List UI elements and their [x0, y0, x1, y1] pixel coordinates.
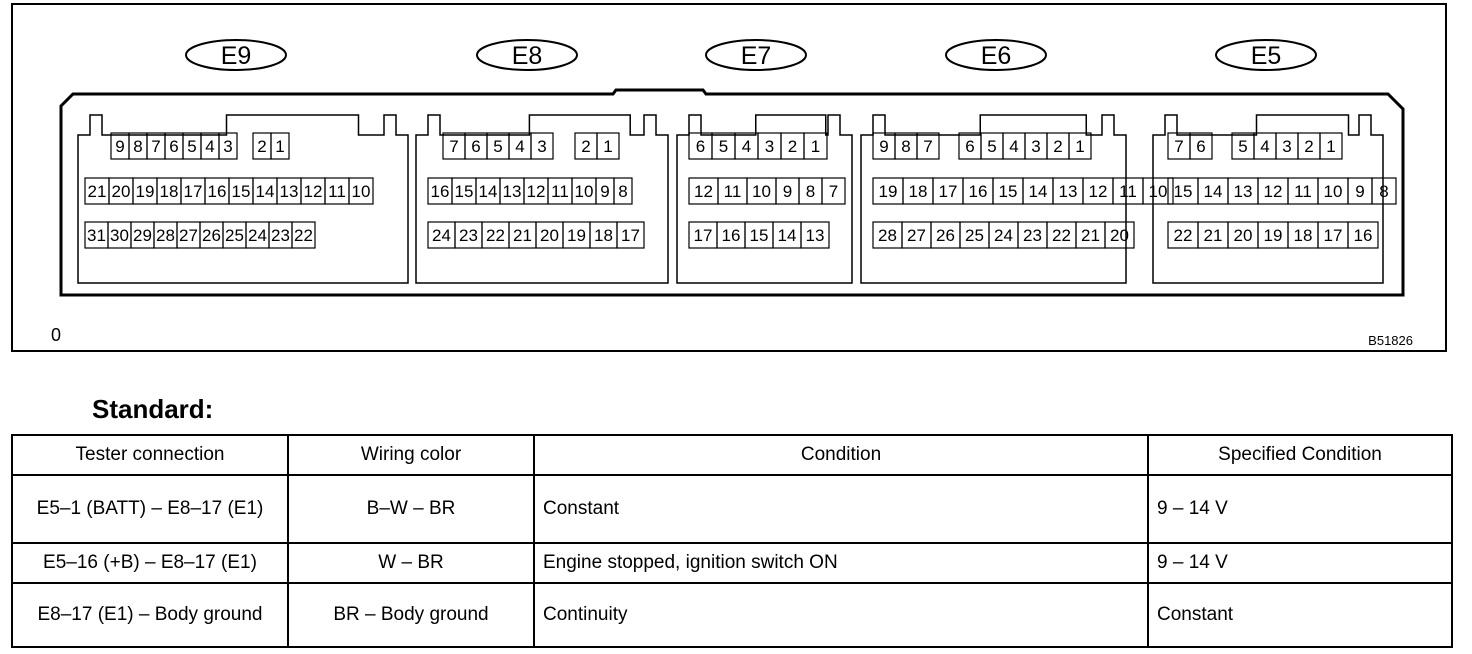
pin-number: 8	[618, 182, 628, 201]
pin-number: 4	[741, 137, 752, 156]
pin-number: 21	[513, 226, 532, 245]
connector-e9	[78, 40, 408, 283]
pin-number: 17	[621, 226, 640, 245]
pin-number: 16	[1353, 226, 1373, 245]
pin-number: 3	[223, 137, 233, 156]
pin-number: 18	[1293, 226, 1313, 245]
pin-number: 12	[1263, 182, 1283, 201]
pin-number: 9	[879, 137, 889, 156]
pin-number: 10	[574, 182, 594, 201]
pin-number: 16	[430, 182, 450, 201]
header-specified-condition: Specified Condition	[1148, 435, 1452, 475]
left-mark: 0	[51, 325, 62, 345]
cell-wiring-color: B–W – BR	[288, 475, 534, 543]
pin-number: 19	[135, 182, 155, 201]
pin-number: 3	[1282, 137, 1292, 156]
pin-number: 6	[695, 137, 706, 156]
pin-number: 17	[183, 182, 203, 201]
pin-number: 30	[110, 226, 129, 245]
pin-number: 4	[1260, 137, 1270, 156]
pin-number: 22	[1052, 226, 1071, 245]
pin-number: 22	[294, 226, 313, 245]
table-row	[12, 543, 1452, 583]
pin-number: 2	[257, 137, 267, 156]
pin-number: 28	[156, 226, 175, 245]
pin-number: 31	[87, 226, 106, 245]
cell-specified-condition: 9 – 14 V	[1148, 475, 1452, 543]
pin-number: 23	[271, 226, 290, 245]
pin-number: 8	[1379, 182, 1389, 201]
pin-number: 27	[179, 226, 198, 245]
pin-number: 18	[908, 182, 928, 201]
pin-number: 11	[1119, 182, 1137, 201]
pin-number: 29	[133, 226, 152, 245]
pin-number: 7	[449, 137, 459, 156]
pin-number: 6	[965, 137, 975, 156]
pin-number: 13	[502, 182, 522, 201]
pin-number: 24	[432, 226, 451, 245]
cell-condition: Constant	[534, 475, 1148, 543]
connector-e8	[416, 40, 668, 283]
connector-label: E8	[511, 42, 543, 70]
pin-number: 27	[907, 226, 926, 245]
pin-number: 28	[878, 226, 897, 245]
pin-number: 22	[486, 226, 505, 245]
connector-e7	[677, 40, 852, 283]
pin-number: 12	[526, 182, 546, 201]
pin-number: 24	[248, 226, 267, 245]
pin-number: 12	[694, 182, 713, 201]
pin-number: 1	[603, 137, 613, 156]
pin-number: 7	[151, 137, 161, 156]
pin-number: 13	[805, 226, 825, 245]
cell-wiring-color: W – BR	[288, 543, 534, 583]
pin-number: 17	[938, 182, 958, 201]
pin-number: 19	[878, 182, 898, 201]
pin-number: 14	[777, 226, 797, 245]
pin-number: 1	[810, 137, 821, 156]
header-condition: Condition	[534, 435, 1148, 475]
pin-number: 10	[1148, 182, 1168, 201]
pin-number: 4	[1009, 137, 1019, 156]
pin-number: 7	[1174, 137, 1184, 156]
cell-tester-connection: E8–17 (E1) – Body ground	[12, 583, 288, 647]
pin-number: 13	[279, 182, 299, 201]
pin-number: 4	[205, 137, 215, 156]
connector-diagram-svg	[13, 5, 1445, 350]
pin-number: 1	[1075, 137, 1085, 156]
pin-number: 16	[207, 182, 227, 201]
table-row	[12, 583, 1452, 647]
connector-label: E7	[740, 42, 772, 70]
pin-number: 11	[551, 182, 569, 201]
pin-number: 20	[1233, 226, 1253, 245]
pin-number: 10	[351, 182, 371, 201]
pin-number: 12	[1088, 182, 1108, 201]
pin-number: 17	[1323, 226, 1343, 245]
pin-number: 23	[1023, 226, 1042, 245]
table-row	[12, 475, 1452, 543]
pin-number: 9	[782, 182, 793, 201]
pin-number: 14	[1028, 182, 1048, 201]
pin-number: 26	[936, 226, 955, 245]
connector-e6	[861, 40, 1173, 283]
pin-number: 14	[1203, 182, 1223, 201]
pin-number: 23	[459, 226, 478, 245]
pin-number: 1	[275, 137, 285, 156]
pin-number: 16	[721, 226, 741, 245]
pin-number: 15	[231, 182, 251, 201]
pin-number: 5	[187, 137, 197, 156]
pin-number: 20	[540, 226, 559, 245]
pin-number: 26	[202, 226, 221, 245]
pin-number: 1	[1326, 137, 1336, 156]
pin-number: 7	[923, 137, 933, 156]
pin-number: 15	[1173, 182, 1193, 201]
pin-number: 7	[828, 182, 839, 201]
pin-number: 15	[749, 226, 769, 245]
pin-number: 21	[1081, 226, 1100, 245]
pin-number: 5	[493, 137, 503, 156]
connector-label: E5	[1250, 42, 1282, 70]
pin-number: 22	[1173, 226, 1193, 245]
cell-condition: Continuity	[534, 583, 1148, 647]
standard-heading: Standard:	[92, 394, 214, 424]
pin-number: 17	[693, 226, 713, 245]
pin-number: 5	[987, 137, 997, 156]
pin-number: 8	[805, 182, 816, 201]
pin-number: 3	[1031, 137, 1041, 156]
pin-number: 13	[1233, 182, 1253, 201]
pin-number: 6	[169, 137, 179, 156]
pin-number: 9	[600, 182, 610, 201]
connector-label: E6	[980, 42, 1012, 70]
cell-specified-condition: Constant	[1148, 583, 1452, 647]
pin-number: 10	[1323, 182, 1343, 201]
pin-number: 14	[478, 182, 498, 201]
pin-number: 3	[764, 137, 775, 156]
pin-number: 25	[225, 226, 244, 245]
pin-number: 24	[994, 226, 1013, 245]
pin-number: 2	[787, 137, 798, 156]
pin-number: 9	[1355, 182, 1365, 201]
pin-number: 2	[1304, 137, 1314, 156]
pin-number: 2	[581, 137, 591, 156]
pin-number: 11	[723, 182, 742, 201]
pin-number: 15	[454, 182, 474, 201]
cell-tester-connection: E5–1 (BATT) – E8–17 (E1)	[12, 475, 288, 543]
spec-table	[11, 434, 1453, 648]
pin-number: 14	[255, 182, 275, 201]
pin-number: 11	[328, 182, 346, 201]
pin-number: 18	[159, 182, 179, 201]
figure-id: B51826	[1368, 333, 1413, 348]
pin-number: 9	[115, 137, 125, 156]
connector-diagram	[11, 3, 1447, 352]
pin-number: 20	[111, 182, 131, 201]
pin-number: 12	[303, 182, 323, 201]
cell-condition: Engine stopped, ignition switch ON	[534, 543, 1148, 583]
pin-number: 4	[515, 137, 525, 156]
pin-number: 19	[567, 226, 586, 245]
pin-number: 20	[1110, 226, 1129, 245]
pin-number: 5	[718, 137, 729, 156]
pin-number: 6	[471, 137, 481, 156]
pin-number: 2	[1053, 137, 1063, 156]
cell-specified-condition: 9 – 14 V	[1148, 543, 1452, 583]
pin-number: 19	[1263, 226, 1283, 245]
pin-number: 21	[87, 182, 107, 201]
connector-label: E9	[220, 42, 252, 70]
pin-number: 15	[998, 182, 1018, 201]
pin-number: 25	[965, 226, 984, 245]
connector-e5	[1153, 40, 1396, 283]
pin-number: 8	[901, 137, 911, 156]
pin-number: 11	[1294, 182, 1312, 201]
pin-number: 5	[1238, 137, 1248, 156]
pin-number: 8	[133, 137, 143, 156]
pin-number: 21	[1203, 226, 1223, 245]
pin-number: 6	[1196, 137, 1206, 156]
pin-number: 3	[537, 137, 547, 156]
header-tester-connection: Tester connection	[12, 435, 288, 475]
cell-wiring-color: BR – Body ground	[288, 583, 534, 647]
cell-tester-connection: E5–16 (+B) – E8–17 (E1)	[12, 543, 288, 583]
pin-number: 18	[594, 226, 613, 245]
table-header-row	[12, 435, 1452, 475]
pin-number: 13	[1058, 182, 1078, 201]
pin-number: 10	[752, 182, 771, 201]
pin-number: 16	[968, 182, 988, 201]
header-wiring-color: Wiring color	[288, 435, 534, 475]
